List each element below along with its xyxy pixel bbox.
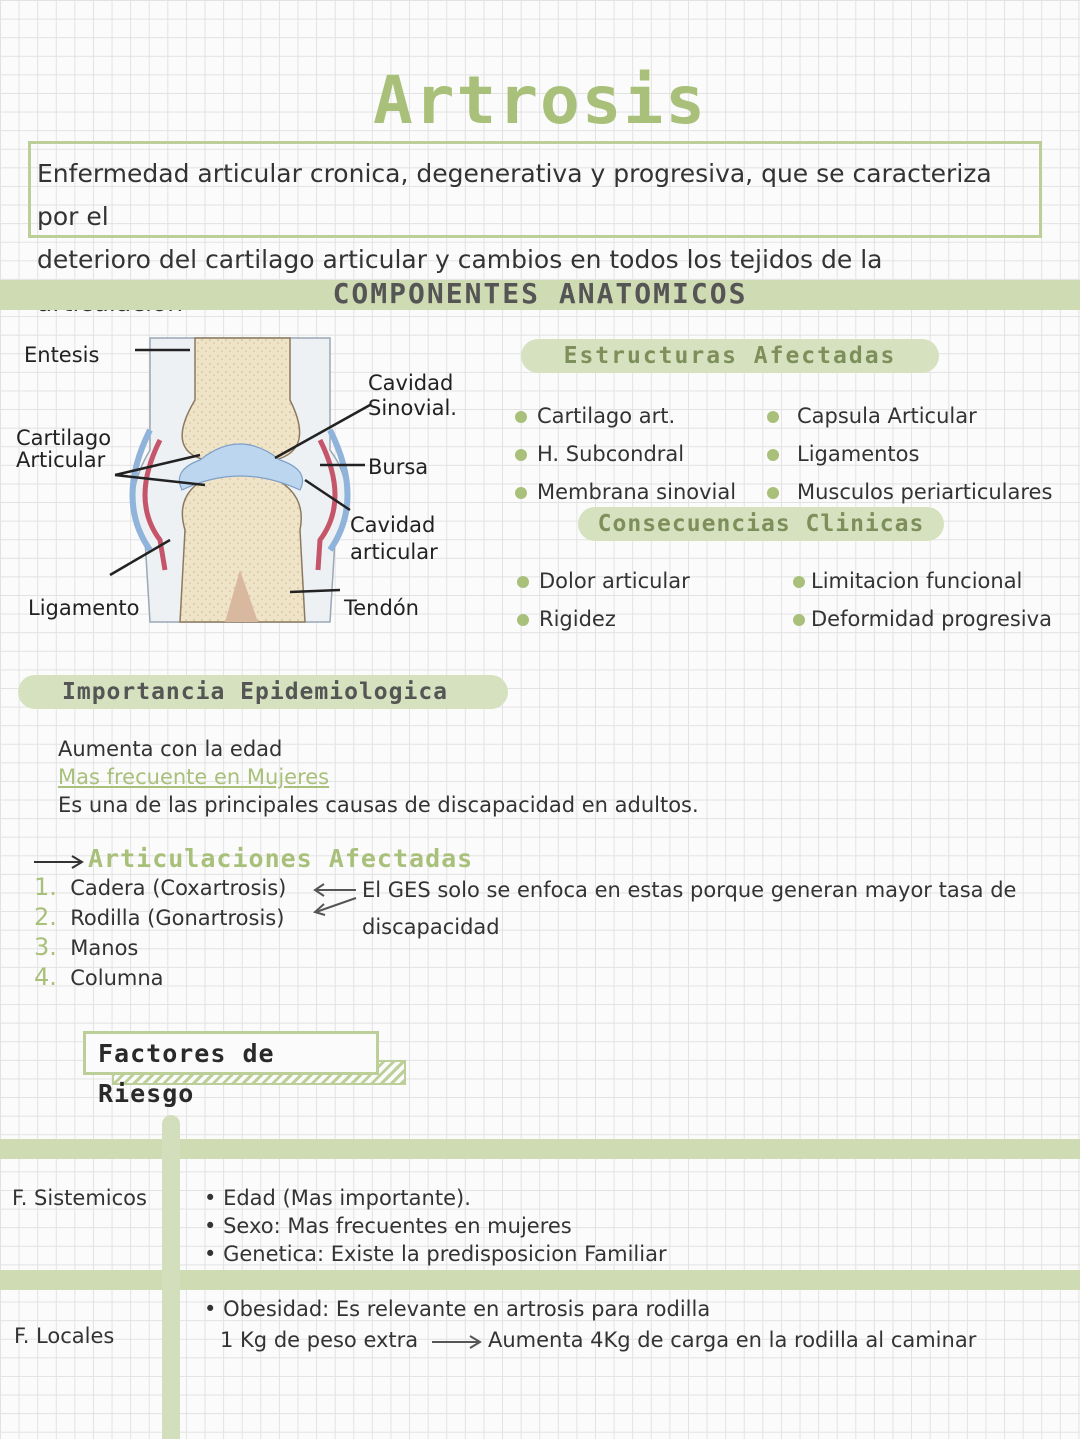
epidemiology-line-1: Aumenta con la edad bbox=[58, 737, 283, 761]
label-cavidad-articular-2: articular bbox=[350, 540, 438, 564]
epidemiology-title: Importancia Epidemiologica bbox=[18, 675, 508, 709]
systemic-list bbox=[204, 1184, 667, 1268]
label-ligamento: Ligamento bbox=[28, 596, 140, 620]
definition-line-2: deterioro del cartilago articular y cambios en todos los tejidos de la bbox=[37, 245, 883, 274]
label-cartilago: Cartilago bbox=[16, 426, 112, 450]
structures-title: Estructuras Afectadas bbox=[521, 339, 939, 373]
local-label: F. Locales bbox=[14, 1324, 115, 1348]
list-item: 4. Columna bbox=[34, 963, 164, 991]
bullet-dot-icon bbox=[515, 487, 527, 499]
bullet-dot-icon bbox=[793, 614, 805, 626]
joints-note-line-1: El GES solo se enfoca en estas porque generan mayor tasa de bbox=[362, 878, 1017, 902]
epidemiology-list bbox=[58, 735, 699, 819]
page-title: Artrosis bbox=[373, 62, 707, 139]
structures-right-list bbox=[767, 397, 1052, 511]
bullet-dot-icon bbox=[767, 487, 779, 499]
list-item: H. Subcondral bbox=[515, 435, 736, 473]
list-item: 1. Cadera (Coxartrosis) bbox=[34, 873, 287, 901]
list-item: • Genetica: Existe la predisposicion Familiar bbox=[204, 1242, 667, 1266]
joints-title: Articulaciones Afectadas bbox=[88, 844, 474, 873]
list-item: Deformidad progresiva bbox=[793, 600, 1052, 638]
systemic-label: F. Sistemicos bbox=[12, 1186, 147, 1210]
bullet-dot-icon bbox=[517, 614, 529, 626]
consequences-title: Consecuencias Clinicas bbox=[578, 507, 944, 541]
label-cartilago-articular bbox=[16, 427, 111, 471]
list-item: Cartilago art. bbox=[515, 397, 736, 435]
list-item: Capsula Articular bbox=[767, 397, 1052, 435]
consequences-left-list bbox=[517, 562, 690, 638]
joints-note-line-2: discapacidad bbox=[362, 915, 500, 939]
local-detail-right: Aumenta 4Kg de carga en la rodilla al caminar bbox=[488, 1328, 977, 1352]
double-arrow-icon bbox=[310, 880, 360, 920]
arrow-right-icon bbox=[32, 852, 88, 872]
local-detail-left: 1 Kg de peso extra bbox=[220, 1328, 419, 1352]
bullet-dot-icon bbox=[515, 411, 527, 423]
bullet-dot-icon bbox=[793, 576, 805, 588]
list-item: Limitacion funcional bbox=[793, 562, 1052, 600]
label-cavidad-sinovial-1: Cavidad bbox=[368, 371, 454, 395]
epidemiology-line-2: Mas frecuente en Mujeres bbox=[58, 765, 330, 789]
consequences-right-list bbox=[793, 562, 1052, 638]
joints-list bbox=[34, 873, 286, 993]
label-cavidad-articular bbox=[350, 512, 438, 566]
arrow-right-icon bbox=[430, 1334, 484, 1350]
label-entesis: Entesis bbox=[24, 343, 100, 367]
list-item: Ligamentos bbox=[767, 435, 1052, 473]
local-item: • Obesidad: Es relevante en artrosis para rodilla bbox=[204, 1297, 711, 1321]
list-item: • Sexo: Mas frecuentes en mujeres bbox=[204, 1214, 572, 1238]
list-item: Musculos periarticulares bbox=[767, 473, 1052, 511]
bullet-dot-icon bbox=[767, 411, 779, 423]
list-item: 2. Rodilla (Gonartrosis) bbox=[34, 903, 285, 931]
label-cavidad-articular-1: Cavidad bbox=[350, 513, 436, 537]
risk-title: Factores de Riesgo bbox=[83, 1031, 379, 1075]
list-item: • Edad (Mas importante). bbox=[204, 1186, 471, 1210]
definition-line-1: Enfermedad articular cronica, degenerativa y progresiva, que se caracteriza por el bbox=[37, 159, 992, 231]
list-item: Membrana sinovial bbox=[515, 473, 736, 511]
epidemiology-line-3: Es una de las principales causas de discapacidad en adultos. bbox=[58, 793, 699, 817]
label-cavidad-sinovial-2: Sinovial. bbox=[368, 396, 457, 420]
bullet-dot-icon bbox=[515, 449, 527, 461]
structures-left-list bbox=[515, 397, 736, 511]
bullet-dot-icon bbox=[517, 576, 529, 588]
label-tendon: Tendón bbox=[344, 596, 419, 620]
risk-divider bbox=[162, 1115, 180, 1439]
list-item: Dolor articular bbox=[517, 562, 690, 600]
label-bursa: Bursa bbox=[368, 455, 429, 479]
label-cavidad-sinovial bbox=[368, 371, 457, 421]
components-header: COMPONENTES ANATOMICOS bbox=[332, 277, 748, 310]
definition-box bbox=[28, 141, 1042, 274]
bullet-dot-icon bbox=[767, 449, 779, 461]
joints-note bbox=[362, 872, 1016, 946]
list-item: Rigidez bbox=[517, 600, 690, 638]
label-articular: Articular bbox=[16, 448, 106, 472]
list-item: 3. Manos bbox=[34, 933, 139, 961]
